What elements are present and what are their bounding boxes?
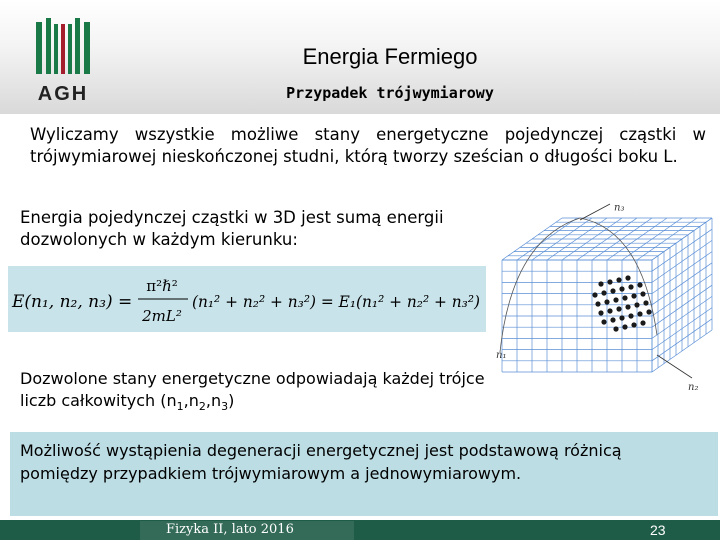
formula-numerator: π²ℏ² bbox=[146, 277, 178, 295]
cube-grid bbox=[502, 218, 712, 372]
state-dot bbox=[613, 297, 618, 302]
state-dot bbox=[616, 306, 621, 311]
state-dot bbox=[622, 324, 627, 329]
allowed-text-suffix: ) bbox=[228, 391, 235, 410]
footer-bar bbox=[0, 520, 720, 540]
slide-title: Energia Fermiego bbox=[302, 44, 478, 69]
degeneracy-note bbox=[10, 432, 718, 516]
formula-denominator: 2mL² bbox=[142, 307, 182, 325]
subscript-3: 3 bbox=[221, 400, 229, 414]
slide-subtitle: Przypadek trójwymiarowy bbox=[286, 84, 494, 102]
state-dot bbox=[619, 315, 624, 320]
state-dot bbox=[610, 288, 615, 293]
state-dot bbox=[634, 302, 639, 307]
lead-paragraph: Energia pojedynczej cząstki w 3D jest sumą energii dozwolonych w każdym kierunku: bbox=[20, 208, 444, 249]
state-dot bbox=[637, 311, 642, 316]
allowed-text-prefix: Dozwolone stany energetyczne odpowiadają każdej trójce liczb całkowitych (n bbox=[20, 369, 485, 410]
state-dot bbox=[592, 292, 597, 297]
state-dot bbox=[643, 300, 648, 305]
state-dot bbox=[625, 275, 630, 280]
axis-n2 bbox=[657, 355, 692, 378]
state-dot bbox=[640, 291, 645, 296]
axis-n1-label: n₁ bbox=[496, 350, 507, 361]
state-dot bbox=[598, 281, 603, 286]
state-dot bbox=[595, 301, 600, 306]
state-dot bbox=[628, 313, 633, 318]
state-dot bbox=[646, 309, 651, 314]
state-dot bbox=[604, 299, 609, 304]
agh-logo bbox=[30, 14, 100, 106]
allowed-states-paragraph bbox=[20, 368, 490, 418]
allowed-sep-1: ,n bbox=[183, 391, 199, 410]
state-dot bbox=[601, 290, 606, 295]
formula-rhs: (n₁² + n₂² + n₃²) = E₁(n₁² + n₂² + n₃²) bbox=[192, 293, 480, 311]
agh-emblem bbox=[36, 18, 90, 74]
axis-n3-label: n₃ bbox=[614, 202, 625, 214]
state-dot bbox=[613, 326, 618, 331]
state-dot bbox=[607, 279, 612, 284]
energy-formula bbox=[8, 266, 486, 332]
state-lattice-figure bbox=[492, 200, 714, 400]
formula-box bbox=[8, 266, 486, 332]
state-dot bbox=[622, 295, 627, 300]
state-dot bbox=[598, 310, 603, 315]
axis-n3 bbox=[580, 204, 610, 220]
state-dot bbox=[601, 319, 606, 324]
degeneracy-note-text: Możliwość wystąpienia degeneracji energetycznej jest podstawową różnicą pomiędzy przypadkiem trójwymiarowym a jednowymiarowym. bbox=[20, 441, 622, 483]
state-dot bbox=[631, 322, 636, 327]
allowed-sep-2: ,n bbox=[205, 391, 222, 410]
page-number: 23 bbox=[650, 522, 666, 538]
state-dot bbox=[616, 277, 621, 282]
subscript-1: 1 bbox=[176, 400, 184, 414]
intro-paragraph: Wyliczamy wszystkie możliwe stany energetyczne pojedynczej cząstki w trójwymiarowej nieskończonej studni, którą tworzy sześcian o długości boku L. bbox=[30, 125, 706, 166]
subscript-2: 2 bbox=[198, 400, 206, 414]
state-dot bbox=[631, 293, 636, 298]
footer-course-label: Fizyka II, lato 2016 bbox=[166, 522, 294, 537]
state-dot bbox=[640, 320, 645, 325]
state-dot bbox=[637, 282, 642, 287]
state-dot bbox=[628, 284, 633, 289]
state-dot bbox=[619, 286, 624, 291]
formula-lhs: E(n₁, n₂, n₃) = bbox=[12, 292, 133, 312]
axis-n2-label: n₂ bbox=[688, 382, 699, 393]
state-dot bbox=[607, 308, 612, 313]
logo-text: AGH bbox=[37, 83, 89, 105]
state-dot bbox=[610, 317, 615, 322]
state-dot bbox=[625, 304, 630, 309]
